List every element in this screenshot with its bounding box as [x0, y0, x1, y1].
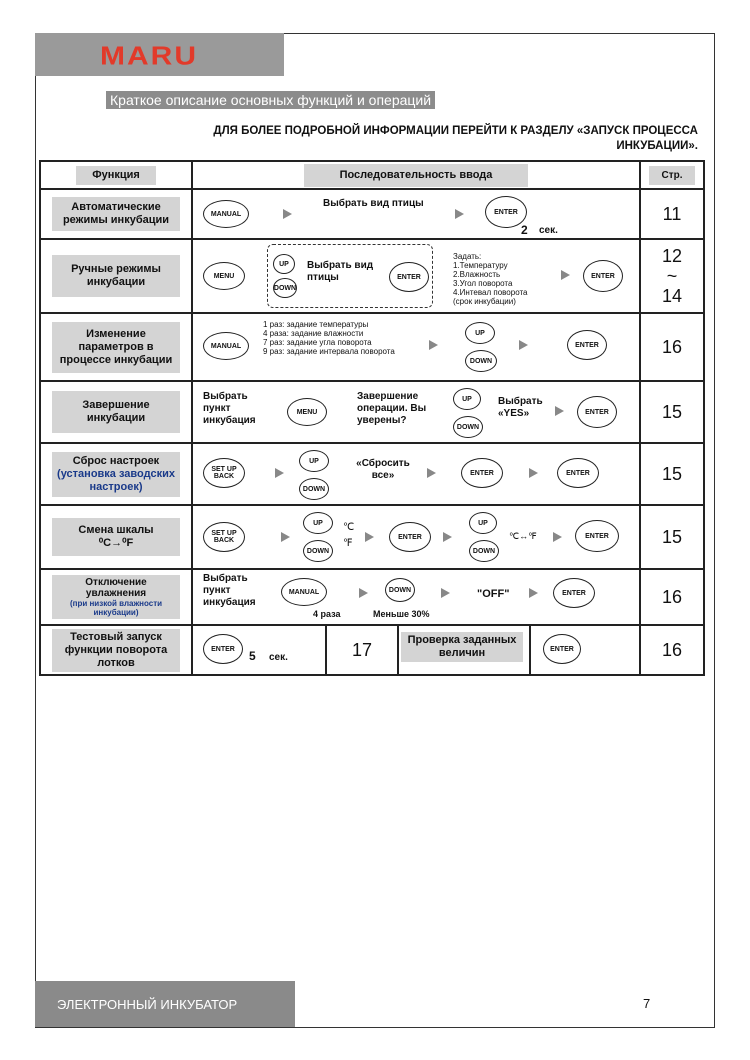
arrow-icon — [429, 340, 438, 350]
step-text: Выбрать вид птицы — [323, 198, 424, 209]
enter-button: ENTER — [583, 260, 623, 292]
arrow-icon — [359, 588, 368, 598]
scale-toggle-symbol: ℃↔℉ — [509, 531, 537, 541]
enter-button: ENTER — [203, 634, 243, 664]
enter-button: ENTER — [485, 196, 527, 228]
function-name: Ручные режимы инкубации — [52, 255, 180, 297]
seconds-value: 2 — [521, 223, 528, 237]
page-number: 16 — [640, 569, 704, 625]
arrow-icon — [281, 532, 290, 542]
press-count-note: 4 раза — [313, 609, 341, 619]
cell-divider — [529, 624, 531, 676]
seconds-unit: сек. — [269, 652, 288, 663]
function-name: Смена шкалы ⁰C→⁰F — [52, 518, 180, 556]
page-number-inline: 17 — [325, 624, 399, 676]
page-number: 15 — [640, 381, 704, 443]
step-text: Выбрать пункт инкубация — [203, 391, 256, 426]
enter-button: ENTER — [389, 262, 429, 292]
step-text: Выбрать вид птицы — [307, 260, 374, 283]
setup-back-button: SET UP BACK — [203, 522, 245, 552]
table-row — [40, 625, 704, 675]
page-number: 15 — [640, 443, 704, 505]
table-row — [40, 569, 704, 625]
humidity-note: Меньше 30% — [373, 609, 430, 619]
header-function: Функция — [76, 166, 156, 185]
table-row — [40, 505, 704, 569]
arrow-icon — [365, 532, 374, 542]
off-value: "OFF" — [477, 588, 510, 600]
arrow-icon — [275, 468, 284, 478]
manual-button: MANUAL — [203, 332, 249, 360]
arrow-icon — [529, 588, 538, 598]
table-row — [40, 189, 704, 239]
manual-button: MANUAL — [281, 578, 327, 606]
page-number: 16 — [640, 313, 704, 381]
setup-back-button: SET UP BACK — [203, 458, 245, 488]
arrow-icon — [427, 468, 436, 478]
table-row — [40, 443, 704, 505]
arrow-icon — [553, 532, 562, 542]
press-count-list: 1 раз: задание температуры 4 раза: задание влажности 7 раз: задание угла поворота 9 раз: задание интервала поворота — [263, 320, 395, 356]
arrow-icon — [441, 588, 450, 598]
enter-button: ENTER — [461, 458, 503, 488]
brand-logo: MARU — [100, 42, 198, 71]
arrow-icon — [443, 532, 452, 542]
enter-button: ENTER — [543, 634, 581, 664]
enter-button: ENTER — [557, 458, 599, 488]
arrow-icon — [455, 209, 464, 219]
up-button: UP — [453, 388, 481, 410]
down-button: DOWN — [299, 478, 329, 500]
function-table — [39, 160, 705, 676]
step-text: Выбрать пункт инкубация — [203, 573, 256, 608]
enter-button: ENTER — [553, 578, 595, 608]
down-button: DOWN — [465, 350, 497, 372]
seconds-unit: сек. — [539, 225, 558, 236]
page-number: 16 — [640, 625, 704, 675]
function-name: Завершение инкубации — [52, 391, 180, 433]
enter-button: ENTER — [577, 396, 617, 428]
table-row — [40, 313, 704, 381]
page-range: 12 ~ 14 — [640, 239, 704, 313]
down-button: DOWN — [453, 416, 483, 438]
step-text: «Сбросить все» — [356, 458, 410, 481]
arrow-icon — [555, 406, 564, 416]
arrow-icon — [529, 468, 538, 478]
down-button: DOWN — [273, 278, 297, 298]
footer-page-number: 7 — [643, 996, 651, 1011]
function-name: Автоматические режимы инкубации — [52, 197, 180, 231]
down-button: DOWN — [385, 578, 415, 602]
page-number: 11 — [640, 189, 704, 239]
arrow-icon — [561, 270, 570, 280]
enter-button: ENTER — [567, 330, 607, 360]
page-number: 15 — [640, 505, 704, 569]
footer-title: ЭЛЕКТРОННЫЙ ИНКУБАТОР — [57, 997, 238, 1012]
up-button: UP — [273, 254, 295, 274]
page-subtitle: Краткое описание основных функций и операций — [106, 91, 435, 109]
fahrenheit-symbol: ℉ — [343, 538, 353, 549]
manual-button: MANUAL — [203, 200, 249, 228]
step-text: Выбрать «YES» — [498, 396, 543, 419]
table-row — [40, 239, 704, 313]
set-list: Задать: 1.Температуру 2.Влажность 3.Угол поворота 4.Интевал поворота (срок инкубации) — [453, 252, 528, 306]
function-name: Сброс настроек (установка заводских настроек) — [52, 452, 180, 497]
table-header-row — [40, 161, 704, 189]
down-button: DOWN — [469, 540, 499, 562]
function-name: Тестовый запуск функции поворота лотков — [52, 629, 180, 672]
check-values-label: Проверка заданных величин — [401, 632, 523, 662]
up-button: UP — [303, 512, 333, 534]
seconds-value: 5 — [249, 649, 256, 663]
menu-button: MENU — [287, 398, 327, 426]
step-text: Завершение операции. Вы уверены? — [357, 391, 427, 426]
notice-text: ДЛЯ БОЛЕЕ ПОДРОБНОЙ ИНФОРМАЦИИ ПЕРЕЙТИ К РАЗДЕЛУ «ЗАПУСК ПРОЦЕССА ИНКУБАЦИИ». — [213, 125, 698, 152]
header-sequence: Последовательность ввода — [304, 164, 529, 187]
function-name: Отключение увлажнения (при низкой влажности инкубации) — [52, 575, 180, 619]
arrow-icon — [519, 340, 528, 350]
arrow-icon — [283, 209, 292, 219]
down-button: DOWN — [303, 540, 333, 562]
enter-button: ENTER — [389, 522, 431, 552]
menu-button: MENU — [203, 262, 245, 290]
function-name: Изменение параметров в процессе инкубации — [52, 322, 180, 373]
up-button: UP — [465, 322, 495, 344]
table-row — [40, 381, 704, 443]
header-page: Стр. — [649, 166, 694, 185]
enter-button: ENTER — [575, 520, 619, 552]
up-button: UP — [299, 450, 329, 472]
up-button: UP — [469, 512, 497, 534]
celsius-symbol: ℃ — [343, 522, 355, 533]
